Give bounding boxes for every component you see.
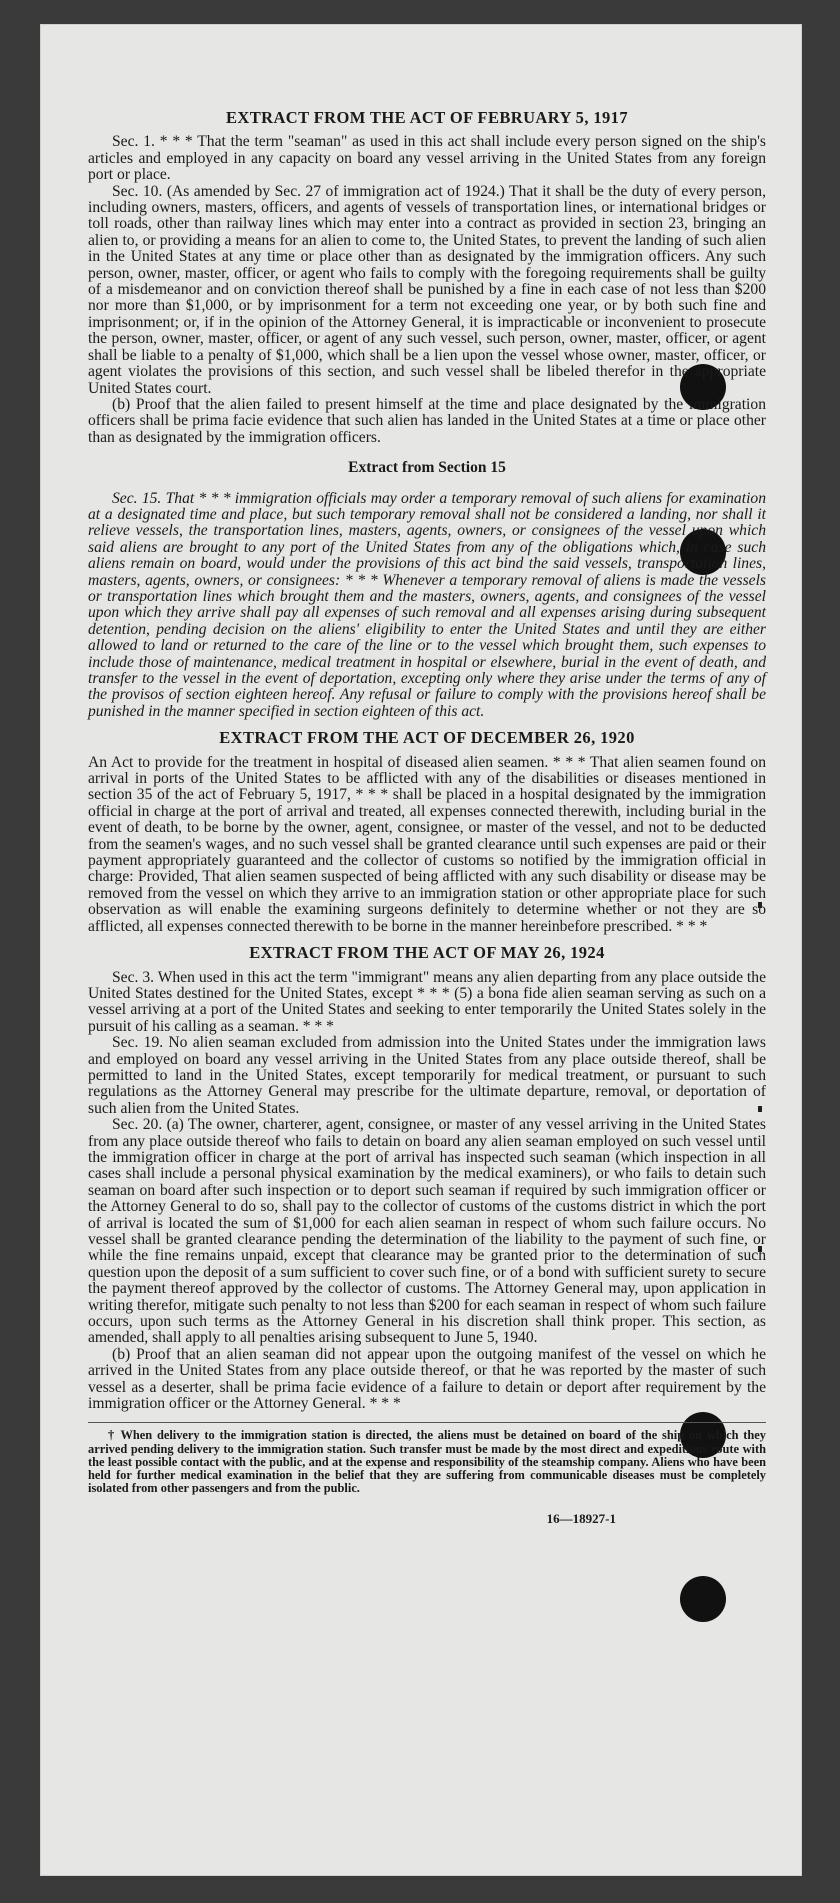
paragraph: (b) Proof that the alien failed to present himself at the time and place designated by the immigration officers shall be prima facie evidence that such alien has landed in the United States at a time or place other than as designated by the immigration officers. — [88, 395, 766, 446]
paragraph: Sec. 10. (As amended by Sec. 27 of immigration act of 1924.) That it shall be the duty of every person, including owners, masters, officers, and agents of vessels of transportation lines, or international bridges or toll roads, other than railway lines which may enter into a contract as provided in section 23, bringing an alien to, or providing a means for an alien to come to, the United States, to prevent the landing of such alien in the United States at any time or place other than as designated by the immigration officers. Any such person, owner, master, officer, or agent who fails to comply with the foregoing requirements shall be guilty of a misdemeanor and on conviction thereof shall be punished by a fine in each case of not less than $200 nor more than $1,000, or by imprisonment for a term not exceeding one year, or by both such fine and imprisonment; or, if in the opinion of the Attorney General, it is impracticable or inconvenient to prosecute the person, owner, master, officer, or agent of any such vessel, such person, owner, master, officer, or agent shall be liable to a penalty of $1,000, which shall be a lien upon the vessel whose owner, master, officer, or agent violates the provisions of this section, and such vessel shall be libeled therefor in the appropriate United States court. — [88, 182, 766, 397]
punch-hole — [680, 1576, 726, 1622]
paragraph: (b) Proof that an alien seaman did not appear upon the outgoing manifest of the vessel on which he arrived in the United States from any place outside thereof, or that he was reported by the master of such vessel as a deserter, shall be prima facie evidence of a failure to detain or deport after requirement by the immigration officer or the Attorney General. * * * — [88, 1345, 766, 1413]
section-heading: Extract from Section 15 — [348, 459, 506, 477]
section-heading: EXTRACT FROM THE ACT OF FEBRUARY 5, 1917 — [226, 108, 628, 127]
document-body — [88, 110, 766, 1528]
section-heading: EXTRACT FROM THE ACT OF MAY 26, 1924 — [249, 943, 605, 963]
section-heading: EXTRACT FROM THE ACT OF DECEMBER 26, 1920 — [219, 728, 635, 748]
form-number: 16—18927-1 — [546, 1511, 616, 1527]
document-page — [40, 24, 802, 1876]
paragraph: Sec. 1. * * * That the term "seaman" as used in this act shall include every person signed on the ship's articles and employed in any capacity on board any vessel arriving in the United States from any foreign port or place. — [88, 133, 766, 184]
paragraph: Sec. 15. That * * * immigration officials may order a temporary removal of such aliens for examination at a designated time and place, but such temporary removal shall not be considered a landing, nor shall it relieve vessels, the transportation lines, masters, agents, owners, or consignees of the vessel upon which said aliens are brought to any port of the United States from any of the obligations which, in case such aliens remain on board, would under the provisions of this act bind the said vessels, transportation lines, masters, agents, owners, or consignees: * * * Whenever a temporary removal of aliens is made the vessels or transportation lines which brought them and the masters, owners, agents, and consignees of the vessel upon which they arrive shall pay all expenses of such removal and all expenses arising during subsequent detention, pending decision on the aliens' eligibility to enter the United States and until they are either allowed to land or returned to the care of the line or to the vessel which brought them, such expenses to include those of maintenance, medical treatment in hospital or elsewhere, burial in the event of death, and transfer to the vessel in the event of deportation, excepting only where they arise under the terms of any of the provisos of section eighteen hereof. Any refusal or failure to comply with the provisions hereof shall be punished in the manner specified in section eighteen of this act. — [88, 489, 766, 720]
paragraph: Sec. 19. No alien seaman excluded from admission into the United States under the immigration laws and employed on board any vessel arriving in the United States from any place outside thereof, shall be permitted to land in the United States, except temporarily for medical treatment, or pursuant to such regulations as the Attorney General may prescribe for the ultimate departure, removal, or deportation of such alien from the United States. — [88, 1034, 766, 1117]
footnote: † When delivery to the immigration station is directed, the aliens must be detained on board of the ship on which they arrived pending delivery to the immigration station. Such transfer must be made by the most direct and expeditious route with the least possible contact with the public, and at the expense and responsibility of the steamship company. Aliens who have been held for further medical examination in the belief that they are suffering from communicable diseases must be completely isolated from other passengers and from the public. — [88, 1422, 766, 1495]
paragraph: An Act to provide for the treatment in hospital of diseased alien seamen. * * * That alien seamen found on arrival in ports of the United States to be afflicted with any of the disabilities or diseases mentioned in section 35 of the act of February 5, 1917, * * * shall be placed in a hospital designated by the immigration official in charge at the port of arrival and treated, all expenses connected therewith, including burial in the event of death, to be borne by the owner, agent, consignee, or master of the vessel, and not to be deducted from the seamen's wages, and no such vessel shall be granted clearance until such expenses are paid or their payment appropriately guaranteed and the collector of customs so notified by the immigration official in charge: Provided, That alien seamen suspected of being afflicted with any such disability or disease may be removed from the vessel on which they arrive to an immigration station or other appropriate place for such observation as will enable the examining surgeons definitely to determine whether or not they are so afflicted, all expenses connected therewith to be borne in the manner hereinbefore prescribed. * * * — [88, 753, 766, 935]
paragraph: Sec. 3. When used in this act the term "immigrant" means any alien departing from any place outside the United States destined for the United States, except * * * (5) a bona fide alien seaman serving as such on a vessel arriving at a port of the United States and seeking to enter temporarily the United States solely in the pursuit of his calling as a seaman. * * * — [88, 968, 766, 1035]
paragraph: Sec. 20. (a) The owner, charterer, agent, consignee, or master of any vessel arriving in the United States from any place outside thereof who fails to detain on board any alien seaman employed on such vessel until the immigration officer in charge at the port of arrival has inspected such seaman (which inspection in all cases shall include a personal physical examination by the medical examiners), or who fails to detain such seaman on board after such inspection or to deport such seaman if required by such immigration officer or the Attorney General to do so, shall pay to the collector of customs of the customs district in which the port of arrival is located the sum of $1,000 for each alien seaman in respect of whom such failure occurs. No vessel shall be granted clearance pending the determination of the liability to the payment of such fine, or while the fine remains unpaid, except that clearance may be granted prior to the determination of such question upon the deposit of a sum sufficient to cover such fine, or of a bond with sufficient surety to secure the payment thereof approved by the collector of customs. The Attorney General may, upon application in writing therefor, mitigate such penalty to not less than $200 for each seaman in respect of whom such failure occurs, upon such terms as the Attorney General in his discretion shall think proper. This section, as amended, shall apply to all penalties arising subsequent to June 5, 1940. — [88, 1116, 766, 1347]
